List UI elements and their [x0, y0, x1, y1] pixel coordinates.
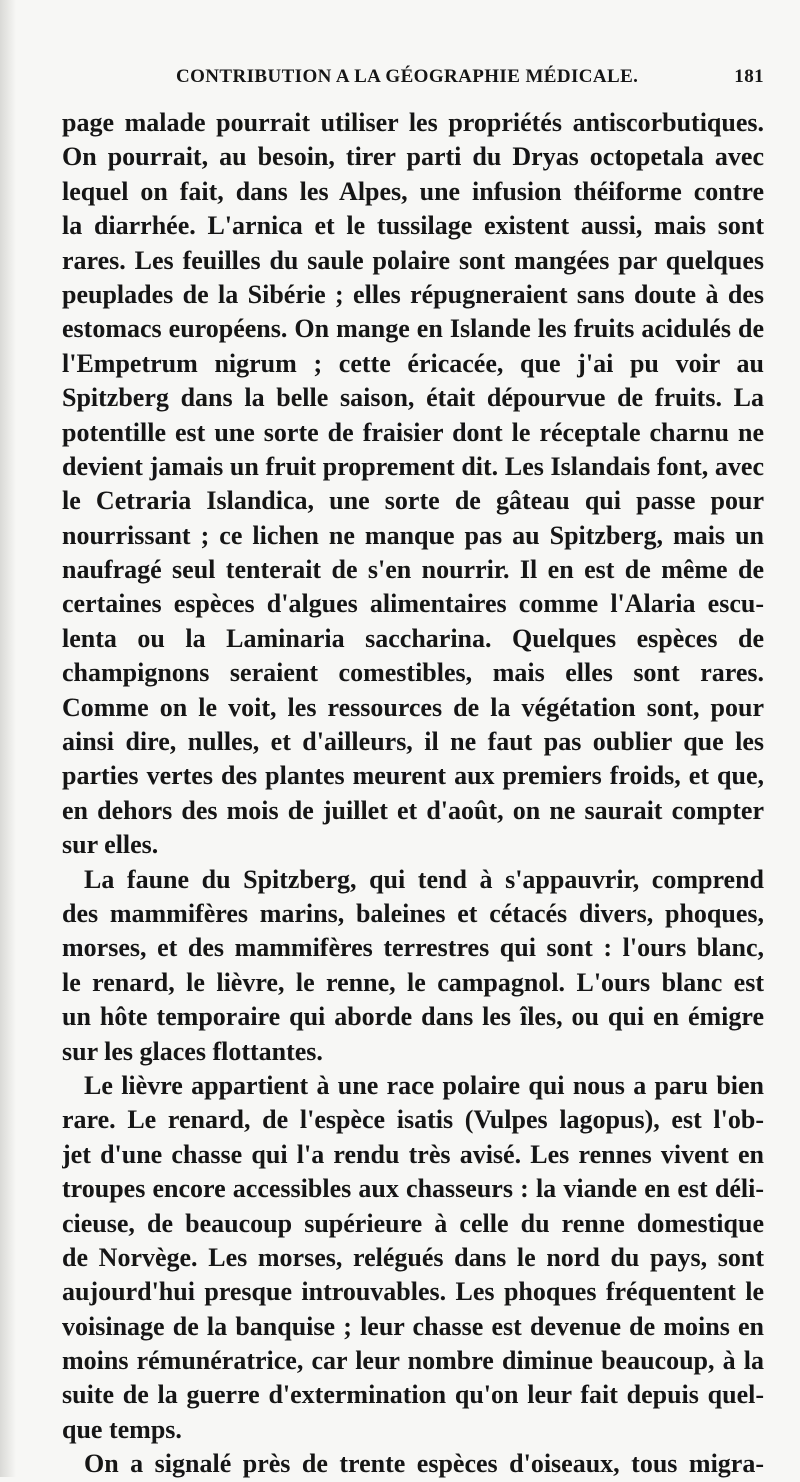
text-line: naufragé seul tenterait de s'en nourrir. Il en est de même de: [62, 555, 764, 585]
text-line: estomacs européens. On mange en Islande les fruits acidulés de: [62, 314, 764, 344]
text-line: de Norvège. Les morses, relégués dans le nord du pays, sont: [62, 1242, 764, 1272]
text-line: devient jamais un fruit proprement dit. Les Islandais font, avec: [62, 451, 764, 481]
text-line: aujourd'hui presque introuvables. Les phoques fréquentent le: [62, 1277, 764, 1307]
paragraph-end-line: que temps.: [62, 1414, 182, 1444]
text-line: la diarrhée. L'arnica et le tussilage existent aussi, mais sont: [62, 211, 764, 241]
text-line: jet d'une chasse qui l'a rendu très avisé. Les rennes vivent en: [62, 1139, 764, 1169]
text-line: l'Empetrum nigrum ; cette éricacée, que j'ai pu voir au: [62, 348, 764, 378]
text-line: rare. Le renard, de l'espèce isatis (Vulpes lagopus), est l'ob-: [62, 1105, 764, 1135]
text-line: Spitzberg dans la belle saison, était dépourvue de fruits. La: [62, 383, 764, 413]
paragraph-end-line: sur les glaces flottantes.: [62, 1036, 323, 1066]
text-line: morses, et des mammifères terrestres qui sont : l'ours blanc,: [62, 933, 764, 963]
text-line: moins rémunératrice, car leur nombre diminue beaucoup, à la: [62, 1346, 764, 1376]
paragraph-start-line: La faune du Spitzberg, qui tend à s'appauvrir, comprend: [84, 864, 764, 894]
text-line: cieuse, de beaucoup supérieure à celle du renne domestique: [62, 1208, 764, 1238]
text-line: lequel on fait, dans les Alpes, une infusion théiforme contre: [62, 176, 764, 206]
text-line: potentille est une sorte de fraisier dont le réceptale charnu ne: [62, 417, 764, 447]
text-line: peuplades de la Sibérie ; elles répugneraient sans doute à des: [62, 279, 764, 309]
paragraph-start-line: Le lièvre appartient à une race polaire qui nous a paru bien: [84, 1070, 764, 1100]
text-line: le renard, le lièvre, le renne, le campagnol. L'ours blanc est: [62, 967, 764, 997]
running-head: [62, 62, 764, 98]
text-line: ainsi dire, nulles, et d'ailleurs, il ne faut pas oublier que les: [62, 727, 764, 757]
text-line: voisinage de la banquise ; leur chasse est devenue de moins en: [62, 1311, 764, 1341]
text-line: lenta ou la Laminaria saccharina. Quelques espèces de: [62, 623, 764, 653]
body-text: [62, 106, 764, 1482]
text-line: des mammifères marins, baleines et cétacés divers, phoques,: [62, 898, 764, 928]
text-line: On pourrait, au besoin, tirer parti du Dryas octopetala avec: [62, 142, 764, 172]
running-title: CONTRIBUTION A LA GÉOGRAPHIE MÉDICALE.: [176, 66, 639, 87]
paragraph-end-line: sur elles.: [62, 830, 159, 860]
text-line: troupes encore accessibles aux chasseurs : la viande en est déli-: [62, 1174, 764, 1204]
paragraph-start-line: On a signalé près de trente espèces d'oiseaux, tous migra-: [84, 1449, 764, 1479]
text-line: Comme on le voit, les ressources de la végétation sont, pour: [62, 692, 764, 722]
text-line: certaines espèces d'algues alimentaires comme l'Alaria escu-: [62, 589, 764, 619]
text-line: nourrissant ; ce lichen ne manque pas au Spitzberg, mais un: [62, 520, 764, 550]
text-line: en dehors des mois de juillet et d'août, on ne saurait compter: [62, 795, 764, 825]
page-gutter-shadow: [0, 0, 16, 1477]
text-line: parties vertes des plantes meurent aux premiers froids, et que,: [62, 761, 764, 791]
text-line: le Cetraria Islandica, une sorte de gâteau qui passe pour: [62, 486, 764, 516]
text-line: rares. Les feuilles du saule polaire sont mangées par quelques: [62, 245, 764, 275]
text-line: suite de la guerre d'extermination qu'on leur fait depuis quel-: [62, 1380, 764, 1410]
page-number: 181: [734, 66, 764, 87]
text-line: un hôte temporaire qui aborde dans les îles, ou qui en émigre: [62, 1002, 764, 1032]
text-line: page malade pourrait utiliser les propriétés antiscorbutiques.: [62, 108, 764, 137]
text-line: champignons seraient comestibles, mais elles sont rares.: [62, 658, 764, 688]
